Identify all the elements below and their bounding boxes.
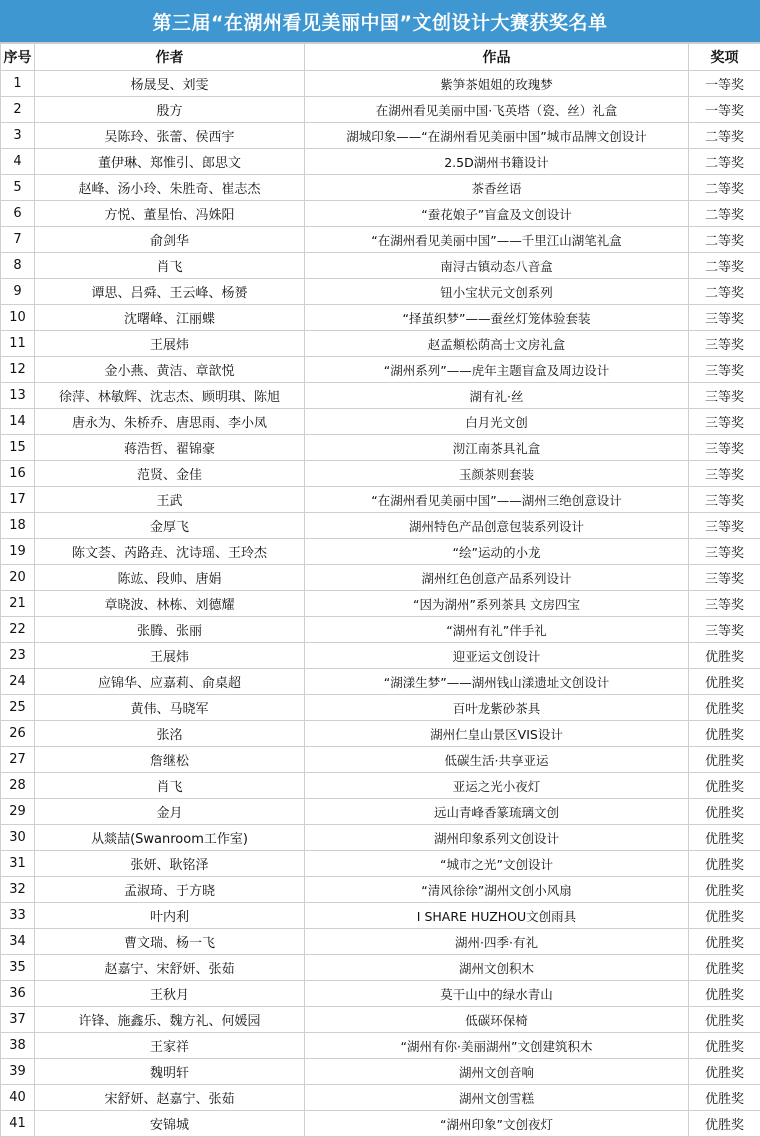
cell-work: 低碳生活·共享亚运 xyxy=(305,747,689,773)
table-row xyxy=(1,851,760,877)
cell-award: 优胜奖 xyxy=(689,877,760,903)
cell-award: 三等奖 xyxy=(689,591,760,617)
cell-work: 低碳环保椅 xyxy=(305,1007,689,1033)
table-row xyxy=(1,383,760,409)
cell-award: 优胜奖 xyxy=(689,1007,760,1033)
cell-author: 王家祥 xyxy=(35,1033,305,1059)
cell-work: 钮小宝状元文创系列 xyxy=(305,279,689,305)
cell-work: 湖州文创音响 xyxy=(305,1059,689,1085)
cell-award: 优胜奖 xyxy=(689,669,760,695)
table-row xyxy=(1,1059,760,1085)
cell-work: 白月光文创 xyxy=(305,409,689,435)
cell-work: 2.5D湖州书籍设计 xyxy=(305,149,689,175)
cell-award: 三等奖 xyxy=(689,487,760,513)
cell-work: 玉颜茶则套装 xyxy=(305,461,689,487)
cell-number: 35 xyxy=(1,955,35,981)
cell-number: 29 xyxy=(1,799,35,825)
cell-award: 三等奖 xyxy=(689,383,760,409)
table-row xyxy=(1,877,760,903)
cell-work: “湖漾生梦”——湖州钱山漾遗址文创设计 xyxy=(305,669,689,695)
cell-work: “在湖州看见美丽中国”——千里江山湖笔礼盒 xyxy=(305,227,689,253)
cell-number: 5 xyxy=(1,175,35,201)
cell-award: 一等奖 xyxy=(689,97,760,123)
page-title: 第三届“在湖州看见美丽中国”文创设计大赛获奖名单 xyxy=(0,0,760,43)
table-row xyxy=(1,1085,760,1111)
cell-number: 4 xyxy=(1,149,35,175)
cell-author: 张洺 xyxy=(35,721,305,747)
award-list-table xyxy=(0,43,760,1137)
cell-author: 唐永为、朱桥乔、唐思雨、李小凤 xyxy=(35,409,305,435)
table-row xyxy=(1,149,760,175)
cell-author: 安锦城 xyxy=(35,1111,305,1137)
cell-work: “湖州有礼”伴手礼 xyxy=(305,617,689,643)
cell-award: 二等奖 xyxy=(689,201,760,227)
cell-author: 王秋月 xyxy=(35,981,305,1007)
table-row xyxy=(1,799,760,825)
cell-award: 优胜奖 xyxy=(689,695,760,721)
cell-author: 从燚喆(Swanroom工作室) xyxy=(35,825,305,851)
cell-award: 优胜奖 xyxy=(689,929,760,955)
header-author: 作者 xyxy=(35,44,305,71)
cell-number: 21 xyxy=(1,591,35,617)
cell-number: 10 xyxy=(1,305,35,331)
cell-number: 28 xyxy=(1,773,35,799)
cell-work: 亚运之光小夜灯 xyxy=(305,773,689,799)
table-row xyxy=(1,981,760,1007)
table-row xyxy=(1,253,760,279)
cell-award: 优胜奖 xyxy=(689,1059,760,1085)
cell-work: “择茧织梦”——蚕丝灯笼体验套装 xyxy=(305,305,689,331)
cell-work: 沏江南茶具礼盒 xyxy=(305,435,689,461)
cell-work: “因为湖州”系列茶具 文房四宝 xyxy=(305,591,689,617)
cell-award: 二等奖 xyxy=(689,175,760,201)
cell-work: 湖州文创积木 xyxy=(305,955,689,981)
cell-award: 三等奖 xyxy=(689,617,760,643)
cell-work: 百叶龙紫砂茶具 xyxy=(305,695,689,721)
table-row xyxy=(1,97,760,123)
cell-author: 杨晟旻、刘雯 xyxy=(35,71,305,97)
cell-work: 莫干山中的绿水青山 xyxy=(305,981,689,1007)
cell-award: 二等奖 xyxy=(689,279,760,305)
cell-award: 三等奖 xyxy=(689,409,760,435)
cell-award: 二等奖 xyxy=(689,253,760,279)
cell-work: 湖城印象——“在湖州看见美丽中国”城市品牌文创设计 xyxy=(305,123,689,149)
table-row xyxy=(1,1007,760,1033)
cell-author: 金小燕、黄洁、章歆悦 xyxy=(35,357,305,383)
table-row xyxy=(1,513,760,539)
cell-number: 1 xyxy=(1,71,35,97)
cell-author: 王武 xyxy=(35,487,305,513)
table-row xyxy=(1,305,760,331)
cell-number: 39 xyxy=(1,1059,35,1085)
table-row xyxy=(1,825,760,851)
cell-work: 湖州特色产品创意包装系列设计 xyxy=(305,513,689,539)
cell-award: 优胜奖 xyxy=(689,903,760,929)
table-row xyxy=(1,747,760,773)
cell-number: 22 xyxy=(1,617,35,643)
table-row xyxy=(1,955,760,981)
cell-award: 三等奖 xyxy=(689,305,760,331)
cell-number: 32 xyxy=(1,877,35,903)
cell-award: 优胜奖 xyxy=(689,825,760,851)
cell-number: 31 xyxy=(1,851,35,877)
cell-number: 23 xyxy=(1,643,35,669)
cell-number: 34 xyxy=(1,929,35,955)
cell-award: 三等奖 xyxy=(689,357,760,383)
cell-author: 殷方 xyxy=(35,97,305,123)
cell-author: 徐萍、林敏辉、沈志杰、顾明琪、陈旭 xyxy=(35,383,305,409)
cell-author: 曹文瑞、杨一飞 xyxy=(35,929,305,955)
table-row xyxy=(1,565,760,591)
table-row xyxy=(1,591,760,617)
cell-award: 优胜奖 xyxy=(689,1111,760,1137)
cell-award: 三等奖 xyxy=(689,461,760,487)
table-row xyxy=(1,773,760,799)
table-row xyxy=(1,461,760,487)
cell-author: 叶内利 xyxy=(35,903,305,929)
cell-number: 18 xyxy=(1,513,35,539)
cell-author: 方悦、董星怡、冯姝阳 xyxy=(35,201,305,227)
cell-work: 南浔古镇动态八音盒 xyxy=(305,253,689,279)
cell-author: 魏明轩 xyxy=(35,1059,305,1085)
cell-number: 24 xyxy=(1,669,35,695)
cell-work: 湖州文创雪糕 xyxy=(305,1085,689,1111)
table-row xyxy=(1,669,760,695)
table-row xyxy=(1,1033,760,1059)
cell-number: 27 xyxy=(1,747,35,773)
table-row xyxy=(1,279,760,305)
cell-work: “清风徐徐”湖州文创小风扇 xyxy=(305,877,689,903)
cell-award: 三等奖 xyxy=(689,435,760,461)
cell-author: 赵嘉宁、宋舒妍、张茹 xyxy=(35,955,305,981)
cell-number: 12 xyxy=(1,357,35,383)
cell-award: 三等奖 xyxy=(689,539,760,565)
cell-number: 19 xyxy=(1,539,35,565)
cell-author: 蒋浩哲、翟锦豪 xyxy=(35,435,305,461)
cell-number: 3 xyxy=(1,123,35,149)
cell-number: 9 xyxy=(1,279,35,305)
cell-award: 优胜奖 xyxy=(689,955,760,981)
header-award: 奖项 xyxy=(689,44,760,71)
header-number: 序号 xyxy=(1,44,35,71)
cell-author: 许锋、施鑫乐、魏方礼、何媛园 xyxy=(35,1007,305,1033)
cell-number: 2 xyxy=(1,97,35,123)
cell-number: 30 xyxy=(1,825,35,851)
cell-award: 三等奖 xyxy=(689,565,760,591)
cell-award: 优胜奖 xyxy=(689,1033,760,1059)
table-row xyxy=(1,1111,760,1137)
cell-work: 迎亚运文创设计 xyxy=(305,643,689,669)
cell-award: 优胜奖 xyxy=(689,981,760,1007)
cell-author: 孟淑琦、于方晓 xyxy=(35,877,305,903)
header-work: 作品 xyxy=(305,44,689,71)
cell-number: 7 xyxy=(1,227,35,253)
cell-number: 13 xyxy=(1,383,35,409)
table-row xyxy=(1,539,760,565)
cell-award: 优胜奖 xyxy=(689,1085,760,1111)
cell-work: 远山青峰香篆琉璃文创 xyxy=(305,799,689,825)
cell-work: “湖州有你·美丽湖州”文创建筑积木 xyxy=(305,1033,689,1059)
table-row xyxy=(1,123,760,149)
table-row xyxy=(1,903,760,929)
cell-work: 湖有礼·丝 xyxy=(305,383,689,409)
cell-award: 优胜奖 xyxy=(689,799,760,825)
cell-author: 俞剑华 xyxy=(35,227,305,253)
table-row xyxy=(1,201,760,227)
cell-award: 三等奖 xyxy=(689,331,760,357)
cell-author: 应锦华、应嘉莉、俞桌超 xyxy=(35,669,305,695)
cell-award: 二等奖 xyxy=(689,149,760,175)
table-row xyxy=(1,695,760,721)
cell-work: “在湖州看见美丽中国”——湖州三绝创意设计 xyxy=(305,487,689,513)
cell-number: 26 xyxy=(1,721,35,747)
cell-work: 赵孟頫松荫高士文房礼盒 xyxy=(305,331,689,357)
cell-number: 8 xyxy=(1,253,35,279)
table-row xyxy=(1,617,760,643)
cell-number: 16 xyxy=(1,461,35,487)
cell-work: 湖州·四季·有礼 xyxy=(305,929,689,955)
table-row xyxy=(1,643,760,669)
cell-author: 陈文荟、芮路垚、沈诗瑶、王玲杰 xyxy=(35,539,305,565)
cell-award: 二等奖 xyxy=(689,123,760,149)
cell-work: 湖州仁皇山景区VIS设计 xyxy=(305,721,689,747)
cell-number: 40 xyxy=(1,1085,35,1111)
cell-author: 黄伟、马晓军 xyxy=(35,695,305,721)
table-row xyxy=(1,721,760,747)
cell-work: 湖州印象系列文创设计 xyxy=(305,825,689,851)
cell-award: 优胜奖 xyxy=(689,747,760,773)
cell-award: 优胜奖 xyxy=(689,721,760,747)
cell-number: 14 xyxy=(1,409,35,435)
table-row xyxy=(1,929,760,955)
cell-author: 沈曙峰、江丽蝶 xyxy=(35,305,305,331)
cell-work: I SHARE HUZHOU文创雨具 xyxy=(305,903,689,929)
cell-number: 41 xyxy=(1,1111,35,1137)
table-row xyxy=(1,435,760,461)
cell-author: 肖飞 xyxy=(35,773,305,799)
table-row xyxy=(1,331,760,357)
cell-work: “绘”运动的小龙 xyxy=(305,539,689,565)
cell-work: 湖州红色创意产品系列设计 xyxy=(305,565,689,591)
cell-number: 20 xyxy=(1,565,35,591)
cell-award: 优胜奖 xyxy=(689,851,760,877)
cell-number: 37 xyxy=(1,1007,35,1033)
table-row xyxy=(1,357,760,383)
table-row xyxy=(1,71,760,97)
cell-number: 38 xyxy=(1,1033,35,1059)
cell-author: 范贤、金佳 xyxy=(35,461,305,487)
cell-number: 6 xyxy=(1,201,35,227)
cell-work: 在湖州看见美丽中国·飞英塔（瓷、丝）礼盒 xyxy=(305,97,689,123)
cell-author: 金月 xyxy=(35,799,305,825)
cell-author: 吴陈玲、张蕾、侯西宇 xyxy=(35,123,305,149)
cell-author: 章晓波、林栋、刘德耀 xyxy=(35,591,305,617)
cell-author: 赵峰、汤小玲、朱胜奇、崔志杰 xyxy=(35,175,305,201)
cell-work: 茶香丝语 xyxy=(305,175,689,201)
cell-author: 王展炜 xyxy=(35,331,305,357)
cell-author: 肖飞 xyxy=(35,253,305,279)
table-row xyxy=(1,175,760,201)
cell-work: “城市之光”文创设计 xyxy=(305,851,689,877)
cell-number: 25 xyxy=(1,695,35,721)
cell-award: 优胜奖 xyxy=(689,773,760,799)
cell-number: 17 xyxy=(1,487,35,513)
cell-author: 谭思、吕舜、王云峰、杨赟 xyxy=(35,279,305,305)
cell-work: 紫笋茶姐姐的玫瑰梦 xyxy=(305,71,689,97)
table-row xyxy=(1,227,760,253)
cell-author: 宋舒妍、赵嘉宁、张茹 xyxy=(35,1085,305,1111)
cell-author: 詹继松 xyxy=(35,747,305,773)
cell-award: 优胜奖 xyxy=(689,643,760,669)
cell-award: 一等奖 xyxy=(689,71,760,97)
cell-author: 陈竑、段帅、唐娟 xyxy=(35,565,305,591)
cell-author: 金厚飞 xyxy=(35,513,305,539)
cell-work: “湖州系列”——虎年主题盲盒及周边设计 xyxy=(305,357,689,383)
table-header-row xyxy=(1,44,760,71)
table-row xyxy=(1,409,760,435)
cell-work: “蚕花娘子”盲盒及文创设计 xyxy=(305,201,689,227)
cell-number: 15 xyxy=(1,435,35,461)
cell-number: 11 xyxy=(1,331,35,357)
cell-work: “湖州印象”文创夜灯 xyxy=(305,1111,689,1137)
cell-number: 33 xyxy=(1,903,35,929)
cell-author: 张腾、张丽 xyxy=(35,617,305,643)
cell-award: 二等奖 xyxy=(689,227,760,253)
cell-number: 36 xyxy=(1,981,35,1007)
table-row xyxy=(1,487,760,513)
cell-author: 董伊琳、郑惟引、郎思文 xyxy=(35,149,305,175)
cell-award: 三等奖 xyxy=(689,513,760,539)
cell-author: 张妍、耿铭泽 xyxy=(35,851,305,877)
cell-author: 王展炜 xyxy=(35,643,305,669)
